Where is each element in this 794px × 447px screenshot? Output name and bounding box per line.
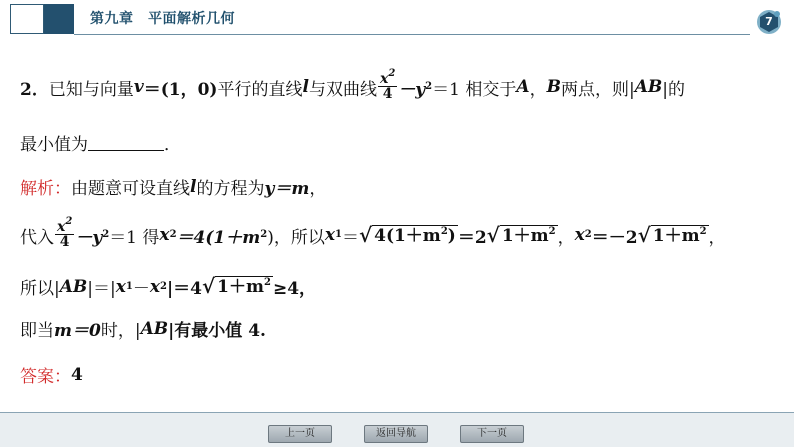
sqrt-expression-3: √ $1+m^2$ — [637, 222, 707, 247]
problem-line-1: 2． 已知与向量 v ＝(1，0) 平行的直线 l 与双曲线 $\frac{x^2}{4}$ －y 2 ＝1 相交于 A ， B 两点，则| AB |的 — [20, 68, 685, 102]
problem-line-2: 最小值为 ． — [20, 135, 181, 155]
sqrt-expression-2: √ $1+m^2$ — [486, 222, 556, 247]
back-to-nav-button[interactable]: 返回导航 — [364, 425, 428, 443]
header-decor-outline — [10, 4, 44, 34]
sqrt-expression-4: √ $1+m^2$ — [202, 274, 271, 298]
sqrt-expression-1: √ $4(1+m^2)$ — [358, 222, 456, 247]
solution-line-3: 所以| AB |＝| x 1 － x 2 |＝4 √ $1+m^2$ ≥4， — [20, 274, 317, 299]
solution-line-1: 解析： 由题意可设直线 l 的方程为 y＝m ， — [20, 174, 326, 199]
solution-label: 解析： — [20, 179, 71, 199]
next-page-button[interactable]: 下一页 — [460, 425, 524, 443]
prev-page-button[interactable]: 上一页 — [268, 425, 332, 443]
page-number: 7 — [765, 15, 773, 28]
hyperbola-fraction: $\frac{x^2}{4}$ — [379, 68, 396, 102]
solution-line-4: 即当 m＝0 时，| AB |有最小值 4. — [20, 318, 266, 341]
answer-label: 答案： — [20, 367, 71, 387]
header-decor-fill — [44, 4, 74, 34]
answer-blank — [88, 134, 164, 151]
answer-line — [20, 362, 83, 387]
solution-line-2: 代入 $\frac{x^2}{4}$ －y 2 ＝1 得 x 2 ＝4(1＋m 2 )，所以 x 1 ＝ √ $4(1+m^2)$ ＝2 √ $1+m^2$ ， x 2 ＝－2 √ $1+m^2$ ， — [20, 216, 726, 250]
chapter-title: 第九章 平面解析几何 — [90, 11, 235, 27]
header-divider — [74, 34, 750, 35]
problem-number: 2． — [20, 79, 49, 100]
substitution-fraction: $\frac{x^2}{4}$ — [57, 216, 73, 250]
answer-value: 4 — [71, 364, 83, 385]
